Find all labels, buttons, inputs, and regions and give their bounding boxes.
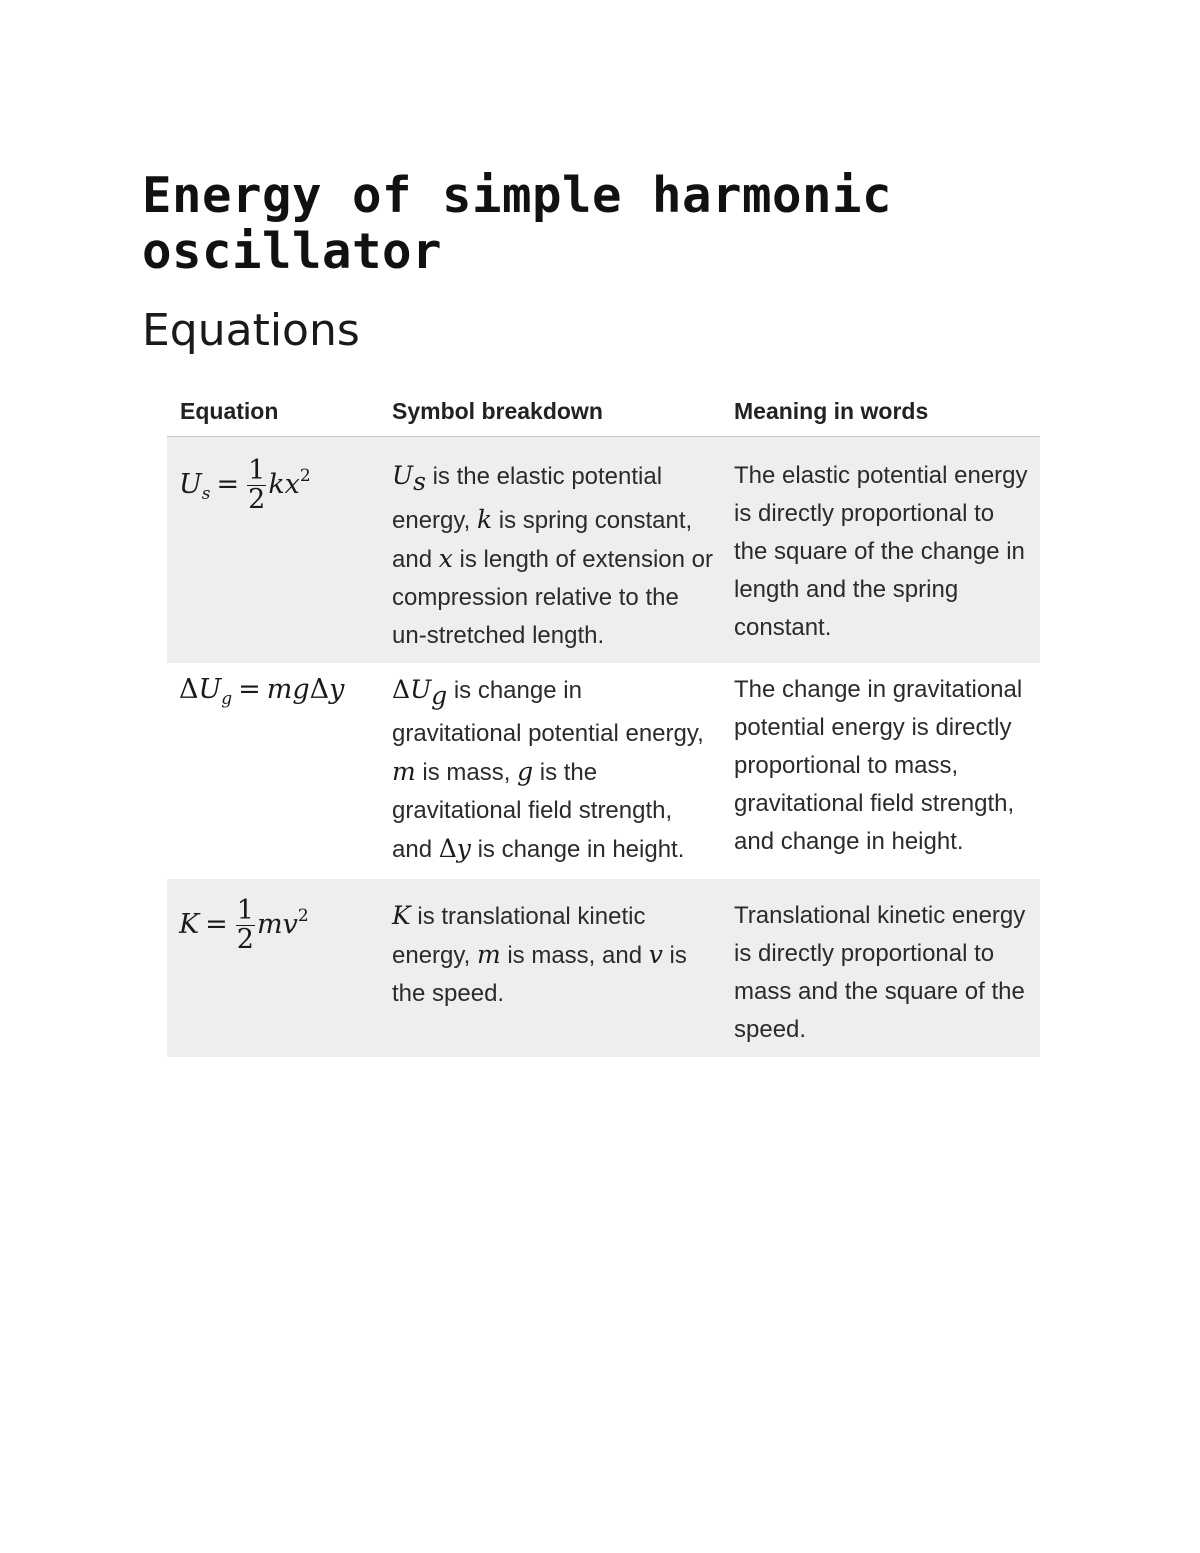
math-delta: Δ <box>392 674 411 704</box>
math-symbol: v <box>648 939 663 969</box>
meaning-cell: The change in gravitational potential energy is directly proportional to mass, gravitational field strength, and change in height. <box>734 675 1023 855</box>
equation-cell <box>167 663 379 879</box>
breakdown-text: is mass, <box>415 758 518 786</box>
equation-cell <box>167 437 379 663</box>
math-symbol: U <box>410 674 432 704</box>
math-symbol: m <box>392 756 416 786</box>
elastic-energy-equation <box>179 455 311 515</box>
table-row <box>167 437 1040 663</box>
equation-cell <box>167 879 379 1057</box>
math-symbol: k <box>476 504 493 534</box>
math-delta: Δ <box>438 833 457 863</box>
breakdown-text: is the gravitational field strength, and <box>392 758 673 863</box>
breakdown-text: is the elastic potential energy, <box>392 463 663 534</box>
fraction <box>236 894 255 955</box>
kinetic-energy-equation <box>179 894 309 955</box>
fraction-denominator: 2 <box>248 484 266 515</box>
table-header-row <box>167 386 1040 437</box>
math-symbol: U <box>392 461 414 490</box>
math-subscript: s <box>413 466 426 496</box>
math-exponent: 2 <box>299 466 311 486</box>
section-title: Equations <box>142 305 360 356</box>
math-subscript: s <box>201 484 211 504</box>
math-symbol: y <box>329 673 345 705</box>
equations-table <box>167 386 1040 1057</box>
fraction-numerator: 1 <box>236 894 254 926</box>
table-row <box>167 663 1040 879</box>
page-title: Energy of simple harmonic oscillator <box>142 167 893 280</box>
math-symbol: U <box>179 469 202 500</box>
fraction-denominator: 2 <box>236 923 254 955</box>
breakdown-text: is the speed. <box>392 941 687 1007</box>
math-symbol: kx <box>268 469 300 500</box>
symbol-breakdown-cell <box>379 437 721 663</box>
fraction <box>247 457 266 514</box>
fraction-numerator: 1 <box>248 455 266 486</box>
math-symbol: U <box>198 673 222 705</box>
gravitational-energy-equation <box>179 673 345 709</box>
math-subscript: g <box>221 688 233 709</box>
breakdown-text: is translational kinetic energy, <box>392 902 646 969</box>
symbol-breakdown-cell <box>379 879 721 1057</box>
math-symbol: x <box>438 543 453 573</box>
equals-sign: = <box>216 469 240 500</box>
meaning-cell: Translational kinetic energy is directly proportional to mass and the square of the speed. <box>721 879 1040 1057</box>
math-symbol: g <box>517 756 534 786</box>
meaning-cell: The elastic potential energy is directly proportional to the square of the change in length and the spring constant. <box>721 437 1040 663</box>
math-delta: Δ <box>309 673 330 705</box>
math-symbol: K <box>392 900 411 930</box>
breakdown-text: is mass, and <box>500 941 649 969</box>
equals-sign: = <box>238 673 261 705</box>
breakdown-text: is change in height. <box>470 835 685 863</box>
breakdown-text: is spring constant, and <box>392 506 693 573</box>
equals-sign: = <box>205 908 228 940</box>
breakdown-text: is length of extension or compression relative to the un-stretched length. <box>392 545 713 649</box>
math-symbol: y <box>456 833 471 863</box>
table-row <box>167 879 1040 1057</box>
math-symbol: K <box>179 908 200 940</box>
math-subscript: g <box>431 680 448 710</box>
column-header-meaning: Meaning in words <box>721 386 1040 437</box>
math-exponent: 2 <box>297 905 309 926</box>
column-header-equation: Equation <box>167 386 379 437</box>
math-delta: Δ <box>179 673 199 705</box>
symbol-breakdown-cell <box>379 663 721 879</box>
math-symbol: mg <box>266 673 310 705</box>
breakdown-text: is change in gravitational potential energy, <box>392 676 704 747</box>
math-symbol: mv <box>256 908 298 940</box>
math-symbol: m <box>476 939 501 969</box>
column-header-symbol-breakdown: Symbol breakdown <box>379 386 721 437</box>
